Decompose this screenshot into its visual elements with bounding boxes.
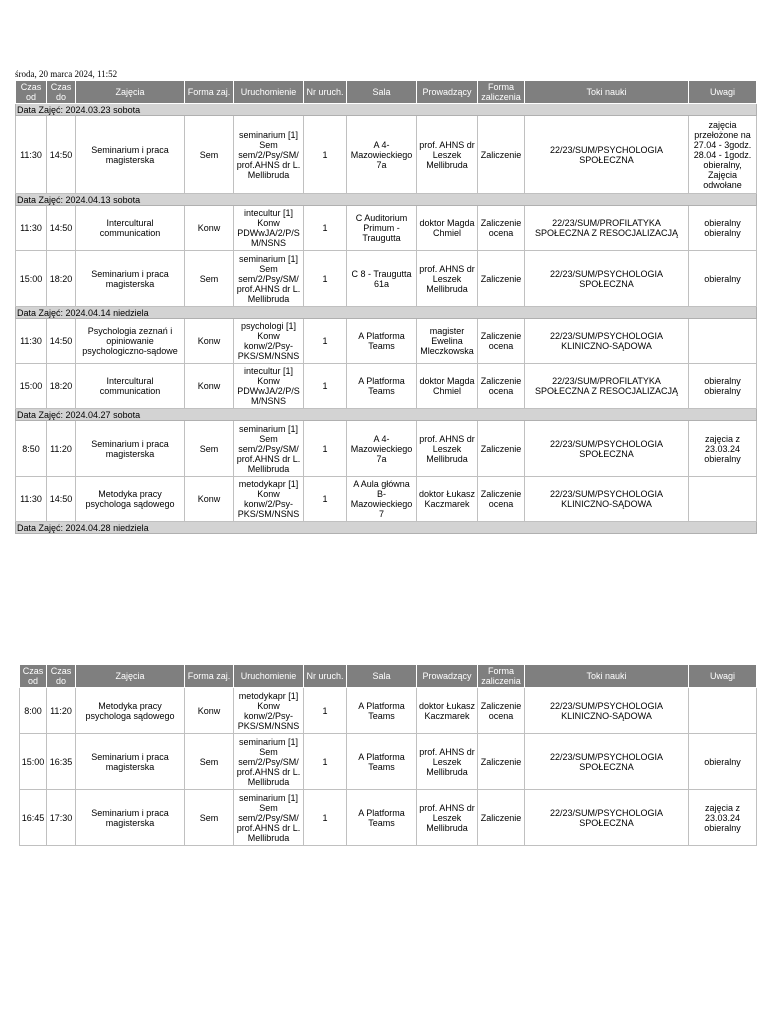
cell-forma-zaj: Sem bbox=[185, 790, 234, 846]
cell-prowadzacy: prof. AHNS dr Leszek Mellibruda bbox=[417, 251, 478, 307]
cell-forma-zaj: Sem bbox=[185, 116, 234, 194]
cell-nr-uruch: 1 bbox=[304, 688, 347, 734]
cell-uruchomienie: intecultur [1] Konw PDWwJA/2/P/S M/NSNS bbox=[234, 206, 304, 251]
cell-czas-od: 11:30 bbox=[16, 116, 47, 194]
date-group-row bbox=[16, 104, 757, 116]
cell-sala: A Platforma Teams bbox=[347, 688, 417, 734]
cell-czas-od: 8:00 bbox=[20, 688, 47, 734]
cell-forma-zaliczenia: Zaliczenie ocena bbox=[478, 688, 525, 734]
cell-forma-zaj: Konw bbox=[185, 477, 234, 522]
cell-toki-nauki: 22/23/SUM/PSYCHOLOGIA SPOŁECZNA bbox=[525, 421, 689, 477]
cell-toki-nauki: 22/23/SUM/PROFILATYKA SPOŁECZNA Z RESOCJALIZACJĄ bbox=[525, 364, 689, 409]
cell-uwagi: zajęcia z 23.03.24 obieralny bbox=[689, 421, 757, 477]
date-group-label: Data Zajęć: 2024.03.23 sobota bbox=[16, 104, 757, 116]
cell-uwagi: obieralny bbox=[689, 734, 757, 790]
col-header-nr-uruch: Nr uruch. bbox=[304, 81, 347, 104]
cell-zajecia: Metodyka pracy psychologa sądowego bbox=[76, 688, 185, 734]
table-row bbox=[20, 688, 757, 734]
cell-sala: A Platforma Teams bbox=[347, 734, 417, 790]
cell-uwagi: zajęcia przełożone na 27.04 - 3godz. 28.04 - 1godz. obieralny, Zajęcia odwołane bbox=[689, 116, 757, 194]
cell-uruchomienie: metodykapr [1] Konw konw/2/Psy- PKS/SM/NSNS bbox=[234, 688, 304, 734]
table-row bbox=[20, 734, 757, 790]
table-row bbox=[16, 206, 757, 251]
cell-nr-uruch: 1 bbox=[304, 477, 347, 522]
cell-sala: A Platforma Teams bbox=[347, 319, 417, 364]
cell-prowadzacy: doktor Magda Chmiel bbox=[417, 206, 478, 251]
cell-czas-do: 18:20 bbox=[47, 364, 76, 409]
cell-forma-zaliczenia: Zaliczenie ocena bbox=[478, 477, 525, 522]
cell-forma-zaliczenia: Zaliczenie ocena bbox=[478, 364, 525, 409]
cell-nr-uruch: 1 bbox=[304, 790, 347, 846]
cell-sala: A Aula główna B- Mazowieckiego 7 bbox=[347, 477, 417, 522]
col-header-forma-zaj: Forma zaj. bbox=[185, 81, 234, 104]
cell-nr-uruch: 1 bbox=[304, 421, 347, 477]
col-header-toki-nauki: Toki nauki bbox=[525, 665, 689, 688]
cell-forma-zaliczenia: Zaliczenie bbox=[478, 251, 525, 307]
col-header-sala: Sala bbox=[347, 81, 417, 104]
cell-forma-zaliczenia: Zaliczenie bbox=[478, 421, 525, 477]
cell-toki-nauki: 22/23/SUM/PSYCHOLOGIA SPOŁECZNA bbox=[525, 116, 689, 194]
cell-nr-uruch: 1 bbox=[304, 364, 347, 409]
cell-toki-nauki: 22/23/SUM/PROFILATYKA SPOŁECZNA Z RESOCJALIZACJĄ bbox=[525, 206, 689, 251]
cell-zajecia: Metodyka pracy psychologa sądowego bbox=[76, 477, 185, 522]
cell-zajecia: Seminarium i praca magisterska bbox=[76, 421, 185, 477]
cell-zajecia: Seminarium i praca magisterska bbox=[76, 251, 185, 307]
cell-prowadzacy: prof. AHNS dr Leszek Mellibruda bbox=[417, 734, 478, 790]
date-group-row bbox=[16, 307, 757, 319]
cell-uwagi: obieralny obieralny bbox=[689, 206, 757, 251]
col-header-zajecia: Zajęcia bbox=[76, 81, 185, 104]
cell-uwagi: obieralny bbox=[689, 251, 757, 307]
date-group-row bbox=[16, 522, 757, 534]
cell-uruchomienie: seminarium [1] Sem sem/2/Psy/SM/ prof.AHNS dr L. Mellibruda bbox=[234, 116, 304, 194]
cell-forma-zaliczenia: Zaliczenie ocena bbox=[478, 206, 525, 251]
cell-czas-do: 14:50 bbox=[47, 206, 76, 251]
cell-prowadzacy: magister Ewelina Mleczkowska bbox=[417, 319, 478, 364]
date-group-row bbox=[16, 194, 757, 206]
cell-czas-do: 16:35 bbox=[47, 734, 76, 790]
cell-zajecia: Seminarium i praca magisterska bbox=[76, 790, 185, 846]
cell-czas-do: 17:30 bbox=[47, 790, 76, 846]
cell-sala: A Platforma Teams bbox=[347, 790, 417, 846]
table-row bbox=[16, 364, 757, 409]
cell-forma-zaj: Konw bbox=[185, 688, 234, 734]
cell-czas-do: 11:20 bbox=[47, 421, 76, 477]
header-row bbox=[16, 81, 757, 104]
cell-sala: C Auditorium Primum - Traugutta bbox=[347, 206, 417, 251]
cell-czas-do: 11:20 bbox=[47, 688, 76, 734]
cell-uwagi bbox=[689, 319, 757, 364]
cell-nr-uruch: 1 bbox=[304, 319, 347, 364]
cell-uruchomienie: seminarium [1] Sem sem/2/Psy/SM/ prof.AHNS dr L. Mellibruda bbox=[234, 421, 304, 477]
cell-uruchomienie: seminarium [1] Sem sem/2/Psy/SM/ prof.AHNS dr L. Mellibruda bbox=[234, 251, 304, 307]
cell-nr-uruch: 1 bbox=[304, 251, 347, 307]
col-header-forma-zaj: Forma zaj. bbox=[185, 665, 234, 688]
col-header-forma-zaliczenia: Forma zaliczenia bbox=[478, 81, 525, 104]
cell-uwagi: obieralny obieralny bbox=[689, 364, 757, 409]
date-group-label: Data Zajęć: 2024.04.13 sobota bbox=[16, 194, 757, 206]
cell-czas-do: 18:20 bbox=[47, 251, 76, 307]
cell-prowadzacy: prof. AHNS dr Leszek Mellibruda bbox=[417, 421, 478, 477]
cell-czas-do: 14:50 bbox=[47, 116, 76, 194]
cell-toki-nauki: 22/23/SUM/PSYCHOLOGIA KLINICZNO-SĄDOWA bbox=[525, 688, 689, 734]
col-header-prowadzacy: Prowadzący bbox=[417, 665, 478, 688]
cell-forma-zaliczenia: Zaliczenie bbox=[478, 116, 525, 194]
col-header-czas-od: Czas od bbox=[16, 81, 47, 104]
cell-sala: C 8 - Traugutta 61a bbox=[347, 251, 417, 307]
cell-czas-od: 15:00 bbox=[20, 734, 47, 790]
table-row bbox=[16, 477, 757, 522]
cell-prowadzacy: doktor Łukasz Kaczmarek bbox=[417, 688, 478, 734]
cell-czas-do: 14:50 bbox=[47, 477, 76, 522]
cell-forma-zaj: Sem bbox=[185, 251, 234, 307]
cell-zajecia: Seminarium i praca magisterska bbox=[76, 116, 185, 194]
cell-zajecia: Psychologia zeznań i opiniowanie psychologiczno-sądowe bbox=[76, 319, 185, 364]
cell-toki-nauki: 22/23/SUM/PSYCHOLOGIA SPOŁECZNA bbox=[525, 790, 689, 846]
table-row bbox=[16, 319, 757, 364]
cell-czas-od: 8:50 bbox=[16, 421, 47, 477]
cell-nr-uruch: 1 bbox=[304, 734, 347, 790]
date-group-label: Data Zajęć: 2024.04.28 niedziela bbox=[16, 522, 757, 534]
cell-uwagi bbox=[689, 688, 757, 734]
cell-uruchomienie: seminarium [1] Sem sem/2/Psy/SM/ prof.AHNS dr L. Mellibruda bbox=[234, 734, 304, 790]
cell-uruchomienie: intecultur [1] Konw PDWwJA/2/P/S M/NSNS bbox=[234, 364, 304, 409]
cell-forma-zaj: Konw bbox=[185, 206, 234, 251]
col-header-forma-zaliczenia: Forma zaliczenia bbox=[478, 665, 525, 688]
table-row bbox=[16, 116, 757, 194]
cell-prowadzacy: doktor Magda Chmiel bbox=[417, 364, 478, 409]
col-header-uruchomienie: Uruchomienie bbox=[234, 81, 304, 104]
col-header-zajecia: Zajęcia bbox=[76, 665, 185, 688]
header-row bbox=[20, 665, 757, 688]
cell-czas-od: 16:45 bbox=[20, 790, 47, 846]
cell-uruchomienie: metodykapr [1] Konw konw/2/Psy- PKS/SM/NSNS bbox=[234, 477, 304, 522]
cell-toki-nauki: 22/23/SUM/PSYCHOLOGIA SPOŁECZNA bbox=[525, 734, 689, 790]
cell-forma-zaj: Konw bbox=[185, 319, 234, 364]
col-header-prowadzacy: Prowadzący bbox=[417, 81, 478, 104]
cell-sala: A 4- Mazowieckiego 7a bbox=[347, 116, 417, 194]
cell-nr-uruch: 1 bbox=[304, 116, 347, 194]
cell-sala: A Platforma Teams bbox=[347, 364, 417, 409]
cell-forma-zaj: Konw bbox=[185, 364, 234, 409]
col-header-sala: Sala bbox=[347, 665, 417, 688]
col-header-uruchomienie: Uruchomienie bbox=[234, 665, 304, 688]
col-header-czas-do: Czas do bbox=[47, 81, 76, 104]
date-group-label: Data Zajęć: 2024.04.14 niedziela bbox=[16, 307, 757, 319]
cell-forma-zaliczenia: Zaliczenie bbox=[478, 790, 525, 846]
cell-czas-od: 11:30 bbox=[16, 206, 47, 251]
col-header-toki-nauki: Toki nauki bbox=[525, 81, 689, 104]
cell-toki-nauki: 22/23/SUM/PSYCHOLOGIA KLINICZNO-SĄDOWA bbox=[525, 477, 689, 522]
cell-czas-od: 15:00 bbox=[16, 364, 47, 409]
cell-forma-zaj: Sem bbox=[185, 421, 234, 477]
table-row bbox=[16, 421, 757, 477]
cell-nr-uruch: 1 bbox=[304, 206, 347, 251]
cell-czas-do: 14:50 bbox=[47, 319, 76, 364]
date-group-label: Data Zajęć: 2024.04.27 sobota bbox=[16, 409, 757, 421]
cell-forma-zaliczenia: Zaliczenie ocena bbox=[478, 319, 525, 364]
cell-uruchomienie: psychologi [1] Konw konw/2/Psy- PKS/SM/NSNS bbox=[234, 319, 304, 364]
cell-prowadzacy: prof. AHNS dr Leszek Mellibruda bbox=[417, 116, 478, 194]
print-timestamp: środa, 20 marca 2024, 11:52 bbox=[15, 69, 118, 79]
cell-prowadzacy: prof. AHNS dr Leszek Mellibruda bbox=[417, 790, 478, 846]
cell-zajecia: Seminarium i praca magisterska bbox=[76, 734, 185, 790]
col-header-uwagi: Uwagi bbox=[689, 665, 757, 688]
cell-uwagi bbox=[689, 477, 757, 522]
schedule-table-page-1 bbox=[15, 80, 757, 534]
cell-forma-zaliczenia: Zaliczenie bbox=[478, 734, 525, 790]
schedule-table-page-2 bbox=[19, 664, 757, 846]
cell-forma-zaj: Sem bbox=[185, 734, 234, 790]
cell-czas-od: 11:30 bbox=[16, 477, 47, 522]
cell-toki-nauki: 22/23/SUM/PSYCHOLOGIA KLINICZNO-SĄDOWA bbox=[525, 319, 689, 364]
table-row bbox=[20, 790, 757, 846]
cell-uruchomienie: seminarium [1] Sem sem/2/Psy/SM/ prof.AHNS dr L. Mellibruda bbox=[234, 790, 304, 846]
col-header-uwagi: Uwagi bbox=[689, 81, 757, 104]
cell-prowadzacy: doktor Łukasz Kaczmarek bbox=[417, 477, 478, 522]
table-row bbox=[16, 251, 757, 307]
cell-czas-od: 15:00 bbox=[16, 251, 47, 307]
cell-czas-od: 11:30 bbox=[16, 319, 47, 364]
cell-zajecia: Intercultural communication bbox=[76, 364, 185, 409]
col-header-czas-od: Czas od bbox=[20, 665, 47, 688]
cell-toki-nauki: 22/23/SUM/PSYCHOLOGIA SPOŁECZNA bbox=[525, 251, 689, 307]
date-group-row bbox=[16, 409, 757, 421]
col-header-czas-do: Czas do bbox=[47, 665, 76, 688]
cell-uwagi: zajęcia z 23.03.24 obieralny bbox=[689, 790, 757, 846]
col-header-nr-uruch: Nr uruch. bbox=[304, 665, 347, 688]
cell-sala: A 4- Mazowieckiego 7a bbox=[347, 421, 417, 477]
cell-zajecia: Intercultural communication bbox=[76, 206, 185, 251]
